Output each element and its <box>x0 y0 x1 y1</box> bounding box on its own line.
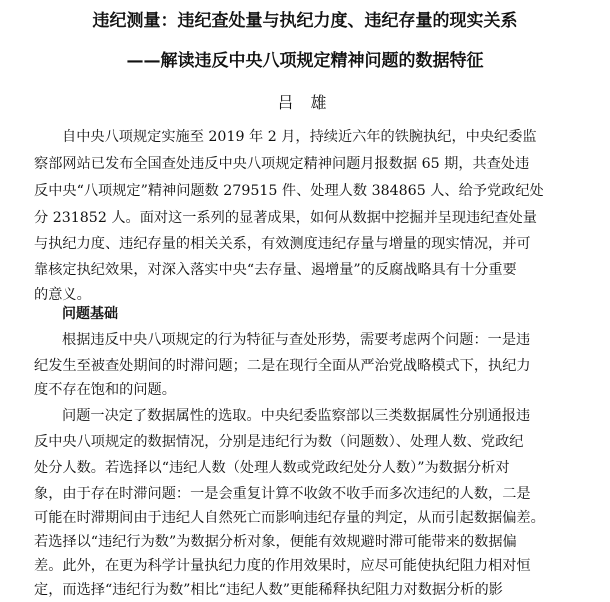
paragraph-1-line-4: 分 231852 人。面对这一系列的显著成果，如何从数据中挖掘并呈现违纪查处量 <box>34 210 537 226</box>
paragraph-1-line-2: 察部网站已发布全国查处违反中央八项规定精神问题月报数据 65 期，共查处违 <box>34 156 530 172</box>
paragraph-1-line-7: 的意义。 <box>34 287 91 303</box>
paragraph-2-line-1: 根据违反中央八项规定的行为特征与查处形势，需要考虑两个问题：一是违 <box>62 332 531 348</box>
document-title: 违纪测量：违纪查处量与执纪力度、违纪存量的现实关系 <box>92 11 518 31</box>
paragraph-3-line-8: 定，而选择“违纪行为数”相比“违纪人数”更能稀释执纪阻力对数据分析的影 <box>34 582 503 598</box>
paragraph-1-line-5: 与执纪力度、违纪存量的相关关系，有效测度违纪存量与增量的现实情况，并可 <box>34 236 531 252</box>
paragraph-3-line-4: 象，由于存在时滞问题：一是会重复计算不收敛不收手而多次违纪的人数，二是 <box>34 486 531 502</box>
paragraph-2-line-3: 度不存在饱和的问题。 <box>34 382 176 398</box>
section-heading: 问题基础 <box>62 306 118 322</box>
author-name: 吕 雄 <box>277 93 333 112</box>
paragraph-2-line-2: 纪发生至被查处期间的时滞问题；二是在现行全面从严治党战略模式下，执纪力 <box>34 358 531 374</box>
paragraph-3-line-2: 反中央八项规定的数据情况，分别是违纪行为数（问题数）、处理人数、党政纪 <box>34 434 524 450</box>
paragraph-3-line-1: 问题一决定了数据属性的选取。中央纪委监察部以三类数据属性分别通报违 <box>62 408 531 424</box>
paragraph-1-line-3: 反中央“八项规定”精神问题数 279515 件、处理人数 384865 人、给予党政纪处 <box>34 183 544 199</box>
paragraph-3-line-3: 处分人数。若选择以“违纪人数（处理人数或党政纪处分人数）”为数据分析对 <box>34 460 510 476</box>
document-subtitle: ——解读违反中央八项规定精神问题的数据特征 <box>126 51 484 71</box>
paragraph-3-line-5: 可能在时滞期间由于违纪人自然死亡而影响违纪存量的判定，从而引起数据偏差。 <box>34 510 545 526</box>
paragraph-1-line-6: 靠核定执纪效果，对深入落实中央“去存量、遏增量”的反腐战略具有十分重要 <box>34 262 517 278</box>
paragraph-3-line-6: 若选择以“违纪行为数”为数据分析对象，便能有效规避时滞可能带来的数据偏 <box>34 534 517 550</box>
paragraph-1-line-1: 自中央八项规定实施至 2019 年 2 月，持续近六年的铁腕执纪，中央纪委监 <box>62 129 537 145</box>
paragraph-3-line-7: 差。此外，在更为科学计量执纪力度的作用效果时，应尽可能使执纪阻力相对恒 <box>34 558 531 574</box>
